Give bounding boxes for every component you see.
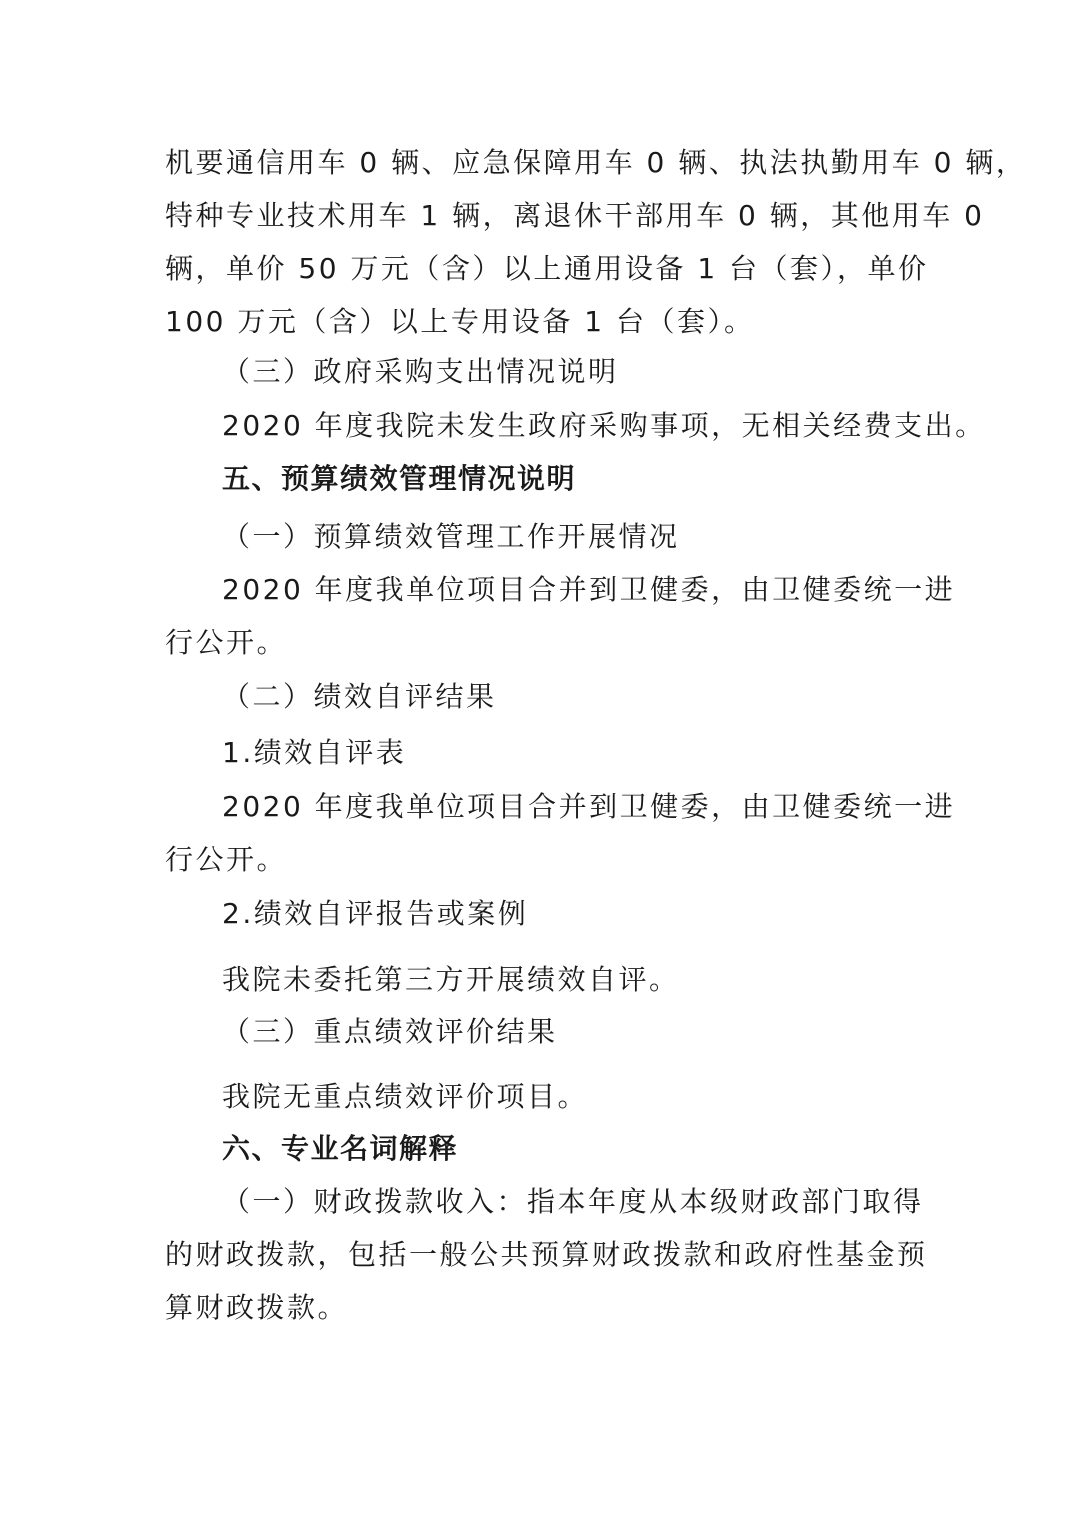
section-heading: 六、专业名词解释 xyxy=(222,1132,459,1165)
paragraph-line: 辆，单价 50 万元（含）以上通用设备 1 台（套），单价 xyxy=(165,252,929,285)
paragraph-line: （一）财政拨款收入：指本年度从本级财政部门取得 xyxy=(222,1185,924,1218)
paragraph-line: 我院未委托第三方开展绩效自评。 xyxy=(222,963,680,996)
paragraph-line: 的财政拨款，包括一般公共预算财政拨款和政府性基金预 xyxy=(165,1238,928,1271)
subsection-heading: （三）重点绩效评价结果 xyxy=(222,1015,558,1048)
subsection-heading: （一）预算绩效管理工作开展情况 xyxy=(222,520,680,553)
subsection-heading: （二）绩效自评结果 xyxy=(222,680,497,713)
subsection-heading: （三）政府采购支出情况说明 xyxy=(222,355,619,388)
paragraph-line: 2.绩效自评报告或案例 xyxy=(222,897,529,930)
paragraph-line: 机要通信用车 0 辆、应急保障用车 0 辆、执法执勤用车 0 辆， xyxy=(165,146,1027,179)
paragraph-line: 2020 年度我院未发生政府采购事项，无相关经费支出。 xyxy=(222,409,986,442)
section-heading: 五、预算绩效管理情况说明 xyxy=(222,462,577,495)
paragraph-line: 100 万元（含）以上专用设备 1 台（套）。 xyxy=(165,305,755,338)
paragraph-line: 2020 年度我单位项目合并到卫健委，由卫健委统一进 xyxy=(222,790,956,823)
paragraph-line: 特种专业技术用车 1 辆，离退休干部用车 0 辆，其他用车 0 xyxy=(165,199,985,232)
paragraph-line: 行公开。 xyxy=(165,626,288,659)
paragraph-line: 算财政拨款。 xyxy=(165,1291,349,1324)
paragraph-line: 我院无重点绩效评价项目。 xyxy=(222,1080,589,1113)
paragraph-line: 2020 年度我单位项目合并到卫健委，由卫健委统一进 xyxy=(222,573,956,606)
paragraph-line: 行公开。 xyxy=(165,843,288,876)
paragraph-line: 1.绩效自评表 xyxy=(222,736,407,769)
